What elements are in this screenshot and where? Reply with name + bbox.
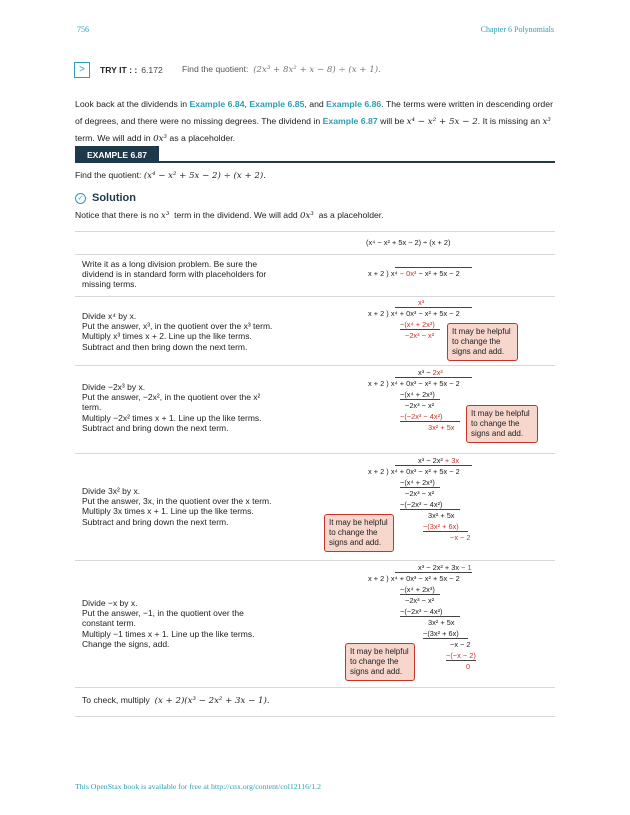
step-5-text: Divide −x by x. Put the answer, −1, in the quotient over the constant term. Multiply −1 times x + 1. Line up the like terms. Change the signs, add. xyxy=(82,598,255,649)
example-prompt: Find the quotient: (x⁴ − x² + 5x − 2) ÷ (x + 2). xyxy=(75,170,266,181)
callout-note: It may be helpful to change the signs and add. xyxy=(447,323,518,361)
table-rule xyxy=(75,560,555,561)
example-label: EXAMPLE 6.87 xyxy=(75,146,159,163)
example-header xyxy=(75,146,555,163)
check-math: (x + 2)(x³ − 2x² + 3x − 1). xyxy=(154,696,270,706)
intro-paragraph: Look back at the dividends in Example 6.84, Example 6.85, and Example 6.86. The terms were written in descending order of degrees, and there were no missing degrees. The dividend in Example 6.87 will be x⁴ − x² + 5x − 2. It is missing an x³ term. We will add in 0x³ as a placeholder. xyxy=(75,99,553,144)
division-work-step-2: x³ x + 2 ) x⁴ + 0x³ − x² + 5x − 2 −(x⁴ + 2x³) −2x³ − x² xyxy=(368,298,568,364)
example-math: (x⁴ − x² + 5x − 2) ÷ (x + 2). xyxy=(143,171,266,181)
callout-note: It may be helpful to change the signs and add. xyxy=(345,643,415,681)
division-work-step-3: x³ − 2x² x + 2 ) x⁴ + 0x³ − x² + 5x − 2 −(x⁴ + 2x³) −2x³ − x² −(−2x³ − 4x²) 3x² + 5x xyxy=(368,368,568,450)
check-line: To check, multiply (x + 2)(x³ − 2x² + 3x − 1). xyxy=(82,695,270,706)
example-link[interactable]: Example 6.87 xyxy=(322,115,378,126)
callout-note: It may be helpful to change the signs and add. xyxy=(466,405,538,443)
table-rule xyxy=(75,365,555,366)
chapter-title: Chapter 6 Polynomials xyxy=(480,25,554,34)
try-it-bar xyxy=(74,61,381,78)
expand-arrow-icon[interactable]: > xyxy=(74,62,90,78)
try-it-math: (2x³ + 8x² + x − 8) ÷ (x + 1). xyxy=(253,65,381,75)
division-setup: x + 2 ) x⁴ − 0x³ − x² + 5x − 2 xyxy=(368,269,460,278)
table-rule xyxy=(75,296,555,297)
try-it-number: 6.172 xyxy=(141,64,163,75)
try-it-text: Find the quotient: (2x³ + 8x² + x − 8) ÷ (x + 1). xyxy=(182,64,381,75)
callout-note: It may be helpful to change the signs and add. xyxy=(324,514,394,552)
solution-heading xyxy=(75,192,136,204)
table-rule xyxy=(75,453,555,454)
solution-title: Solution xyxy=(92,192,136,204)
table-rule xyxy=(75,716,555,717)
footer-text: This OpenStax book is available for free at http://cnx.org/content/col12116/1.2 xyxy=(75,782,321,791)
table-rule xyxy=(75,231,555,232)
example-link[interactable]: Example 6.86 xyxy=(326,99,382,109)
step-2-text: Divide x⁴ by x. Put the answer, x³, in the quotient over the x³ term. Multiply x³ times x + 2. Line up the like terms. Subtract and then bring down the next term. xyxy=(82,311,273,352)
division-work-step-4: x³ − 2x² + 3x x + 2 ) x⁴ + 0x³ − x² + 5x − 2 −(x⁴ + 2x³) −2x³ − x² −(−2x³ − 4x²) 3x² + 5x −(3x² + 6x) −x − 2 xyxy=(368,456,471,542)
page-number: 756 xyxy=(77,25,89,34)
solution-note: Notice that there is no x³ term in the dividend. We will add 0x³ as a placeholder. xyxy=(75,210,384,221)
check-circle-icon: ✓ xyxy=(75,193,86,204)
table-rule xyxy=(75,687,555,688)
division-work-step-5: x³ − 2x² + 3x − 1 x + 2 ) x⁴ + 0x³ − x² + 5x − 2 −(x⁴ + 2x³) −2x³ − x² −(−2x³ − 4x²) 3x² + 5x −(3x² + 6x) −x − 2 −(−x − 2) 0 xyxy=(368,563,476,671)
example-link[interactable]: Example 6.84 xyxy=(189,99,245,109)
division-expression: (x⁴ − x² + 5x − 2) ÷ (x + 2) xyxy=(366,238,451,247)
table-rule xyxy=(75,254,555,255)
try-it-label: TRY IT : : xyxy=(100,64,138,75)
step-4-text: Divide 3x² by x. Put the answer, 3x, in the quotient over the x term. Multiply 3x times x + 1. Line up the like terms. Subtract and bring down the next term. xyxy=(82,486,272,527)
example-link[interactable]: Example 6.85 xyxy=(249,99,305,109)
step-3-text: Divide −2x³ by x. Put the answer, −2x², in the quotient over the x² term. Multiply −2x² times x + 1. Line up the like terms. Subtract and bring down the next term. xyxy=(82,382,262,433)
step-1-text: Write it as a long division problem. Be sure the dividend is in standard form with placeholders for missing terms. xyxy=(82,259,267,290)
